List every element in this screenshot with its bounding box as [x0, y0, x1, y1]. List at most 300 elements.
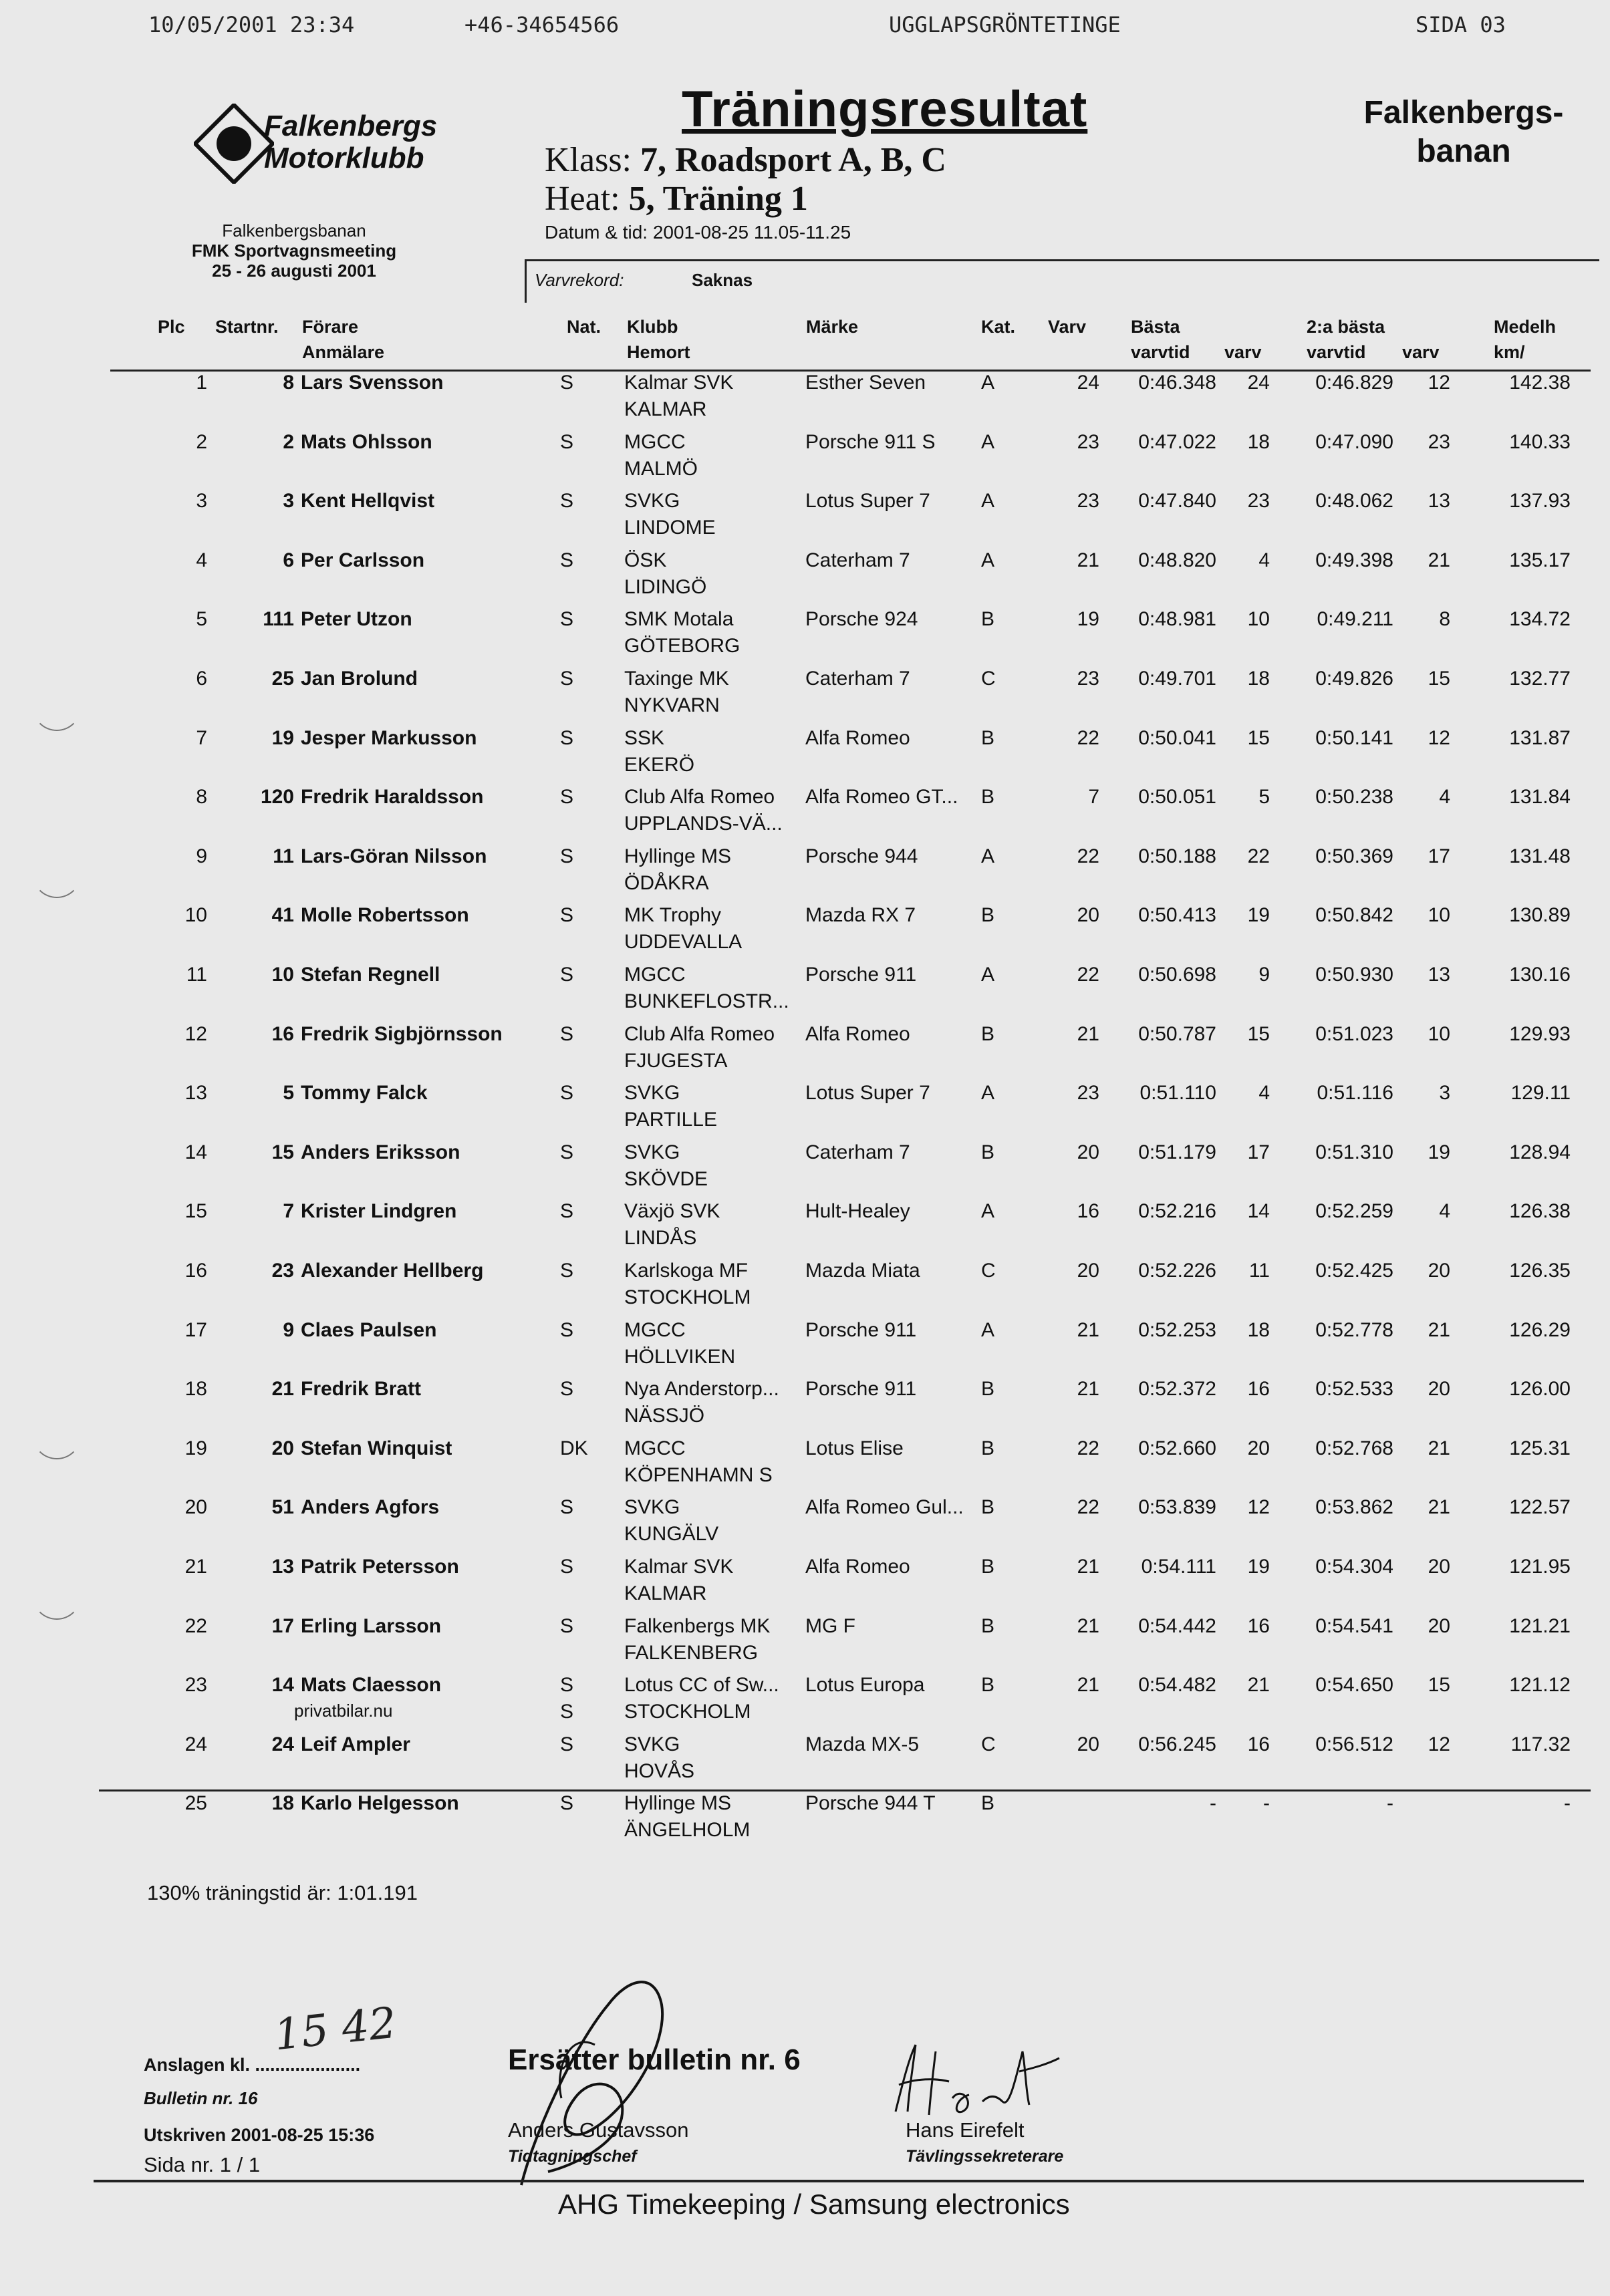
- cell-second: 0:54.541: [1315, 1614, 1393, 1637]
- cell-nat: S: [560, 1200, 574, 1223]
- cell-bl: 18: [1247, 1318, 1270, 1341]
- cell-town: NYKVARN: [624, 694, 720, 716]
- cell-nr: 8: [283, 372, 294, 394]
- cell-bl: 23: [1247, 490, 1270, 513]
- cell-bl: 5: [1258, 786, 1270, 809]
- cell-plc: 2: [196, 430, 207, 453]
- hdr-klubb: Klubb: [627, 317, 678, 337]
- cell-laps: 23: [1077, 490, 1099, 513]
- cell-laps: 21: [1077, 1614, 1099, 1637]
- cell-avg: 122.57: [1509, 1496, 1571, 1519]
- cell-town: FALKENBERG: [624, 1641, 759, 1664]
- cell-nr: 51: [271, 1496, 294, 1519]
- cell-club: MK Trophy: [624, 904, 722, 927]
- footer-rule: [94, 2180, 1584, 2182]
- hdr-startnr: Startnr.: [215, 317, 279, 337]
- cell-sl: 10: [1428, 1022, 1450, 1045]
- cell-avg: 131.84: [1509, 786, 1571, 809]
- fax-page: SIDA 03: [1416, 12, 1506, 37]
- cell-make: Esther Seven: [805, 372, 926, 394]
- cell-sl: 21: [1428, 1318, 1450, 1341]
- cell-laps: 21: [1077, 1378, 1099, 1401]
- cell-bl: 18: [1247, 668, 1270, 690]
- cell-laps: 20: [1077, 1733, 1099, 1755]
- heat-label: Heat:: [545, 180, 620, 218]
- cell-club: Hyllinge MS: [624, 845, 732, 867]
- cell-town: BUNKEFLOSTR...: [624, 990, 789, 1012]
- cell-bl: -: [1263, 1792, 1270, 1815]
- cell-kat: A: [981, 964, 995, 986]
- cell-second: 0:54.304: [1315, 1556, 1393, 1578]
- hdr-kat: Kat.: [981, 317, 1016, 337]
- track-title-line1: Falkenbergs-: [1363, 95, 1564, 130]
- cell-bl: 19: [1247, 1556, 1270, 1578]
- posted-time-handwritten: 15 42: [271, 1998, 399, 2061]
- cell-kat: A: [981, 372, 995, 394]
- cell-bl: 16: [1247, 1378, 1270, 1401]
- cell-sl: 17: [1428, 845, 1450, 867]
- cell-nr: 16: [271, 1022, 294, 1045]
- cell-best: 0:50.188: [1138, 845, 1216, 867]
- cell-best: 0:52.660: [1138, 1437, 1216, 1459]
- class-line: [545, 140, 946, 180]
- cell-laps: 20: [1077, 904, 1099, 927]
- venue-name: Falkenbergsbanan: [222, 221, 366, 241]
- cell-nr: 6: [283, 549, 294, 571]
- cell-second: 0:48.062: [1315, 490, 1393, 513]
- cell-avg: 137.93: [1509, 490, 1571, 513]
- cell-plc: 24: [184, 1733, 207, 1755]
- fax-datetime: 10/05/2001 23:34: [148, 12, 355, 37]
- footer-brand: AHG Timekeeping / Samsung electronics: [558, 2188, 1070, 2220]
- cell-laps: 19: [1077, 608, 1099, 631]
- cell-bl: 4: [1258, 549, 1270, 571]
- cell-sl: 23: [1428, 430, 1450, 453]
- cell-name: Mats Ohlsson: [301, 430, 432, 453]
- cell-nr: 20: [271, 1437, 294, 1459]
- cell-club: Karlskoga MF: [624, 1260, 749, 1282]
- cell-name: Patrik Petersson: [301, 1556, 459, 1578]
- cell-avg: 132.77: [1509, 668, 1571, 690]
- cell-sl: 13: [1428, 490, 1450, 513]
- cell-avg: 128.94: [1509, 1141, 1571, 1163]
- cell-town: GÖTEBORG: [624, 635, 741, 658]
- cell-plc: 25: [184, 1792, 207, 1815]
- cell-laps: 21: [1077, 1318, 1099, 1341]
- cell-plc: 21: [184, 1556, 207, 1578]
- cell-second: 0:52.533: [1315, 1378, 1393, 1401]
- fax-phone: +46-34654566: [464, 12, 620, 37]
- cell-nr: 3: [283, 490, 294, 513]
- cell-plc: 12: [184, 1022, 207, 1045]
- cell-town: LIDINGÖ: [624, 575, 707, 598]
- cell-plc: 7: [196, 726, 207, 749]
- cell-name: Fredrik Haraldsson: [301, 786, 484, 809]
- hdr-kmh: km/: [1494, 342, 1525, 362]
- cell-second: 0:49.398: [1315, 549, 1393, 571]
- cell-club: Lotus CC of Sw...: [624, 1674, 779, 1697]
- fax-sender: UGGLAPSGRÖNTETINGE: [889, 12, 1121, 37]
- cell-nat: S: [560, 1318, 574, 1341]
- cell-best: 0:47.840: [1138, 490, 1216, 513]
- cell-nr: 2: [283, 430, 294, 453]
- cell-kat: B: [981, 1792, 995, 1815]
- cell-bl: 9: [1258, 964, 1270, 986]
- cell-best: 0:50.787: [1138, 1022, 1216, 1045]
- cell-best: 0:52.226: [1138, 1260, 1216, 1282]
- cell-club: ÖSK: [624, 549, 667, 571]
- cell-bl: 22: [1247, 845, 1270, 867]
- cell-nr: 15: [271, 1141, 294, 1163]
- cell-make: Porsche 911 S: [805, 430, 936, 453]
- cell-sl: 10: [1428, 904, 1450, 927]
- cell-bl: 10: [1247, 608, 1270, 631]
- cell-town: KALMAR: [624, 1582, 707, 1604]
- cell-sl: 3: [1439, 1082, 1450, 1105]
- cell-sl: 15: [1428, 668, 1450, 690]
- cell-make: Lotus Elise: [805, 1437, 904, 1459]
- cell-avg: 126.38: [1509, 1200, 1571, 1223]
- cell-name: Jan Brolund: [301, 668, 418, 690]
- cell-town: KALMAR: [624, 398, 707, 420]
- cell-laps: 21: [1077, 1556, 1099, 1578]
- cell-second: 0:50.238: [1315, 786, 1393, 809]
- cell-nat: S: [560, 1556, 574, 1578]
- cell-laps: 22: [1077, 1496, 1099, 1519]
- cell-make: Hult-Healey: [805, 1200, 910, 1223]
- cell-second: 0:46.829: [1315, 372, 1393, 394]
- cell-avg: 140.33: [1509, 430, 1571, 453]
- cell-nat: S: [560, 549, 574, 571]
- cell-name: Karlo Helgesson: [301, 1792, 459, 1815]
- cell-best: -: [1210, 1792, 1216, 1815]
- cell-kat: C: [981, 1260, 996, 1282]
- cell-plc: 4: [196, 549, 207, 571]
- cell-sl: 20: [1428, 1260, 1450, 1282]
- cell-avg: -: [1564, 1792, 1571, 1815]
- cell-plc: 3: [196, 490, 207, 513]
- cell-name: Alexander Hellberg: [301, 1260, 484, 1282]
- cell-kat: B: [981, 786, 995, 809]
- cell-sl: 13: [1428, 964, 1450, 986]
- bulletin-number: Bulletin nr. 16: [144, 2088, 258, 2108]
- cell-second: -: [1387, 1792, 1393, 1815]
- cell-kat: A: [981, 1082, 995, 1105]
- cell-second: 0:50.842: [1315, 904, 1393, 927]
- cell-nat2: S: [560, 1701, 574, 1723]
- cell-nr: 19: [271, 726, 294, 749]
- cell-laps: 23: [1077, 1082, 1099, 1105]
- cell-club: MGCC: [624, 1437, 686, 1459]
- cell-nat: S: [560, 1614, 574, 1637]
- cell-make: Lotus Super 7: [805, 490, 930, 513]
- cell-name: Anders Eriksson: [301, 1141, 460, 1163]
- cell-name: Molle Robertsson: [301, 904, 469, 927]
- cell-second: 0:47.090: [1315, 430, 1393, 453]
- hdr-basta2: 2:a bästa: [1307, 317, 1385, 337]
- cell-bl: 17: [1247, 1141, 1270, 1163]
- table-bottom-rule: [99, 1789, 1591, 1791]
- cell-nat: S: [560, 904, 574, 927]
- cell-make: Caterham 7: [805, 668, 910, 690]
- hdr-anmalare: Anmälare: [302, 342, 385, 362]
- cell-club: Taxinge MK: [624, 668, 729, 690]
- cell-avg: 135.17: [1509, 549, 1571, 571]
- training-note: 130% träningstid är: 1:01.191: [147, 1881, 418, 1904]
- cell-name: Tommy Falck: [301, 1082, 428, 1105]
- punch-hole: [32, 849, 82, 898]
- cell-bl: 19: [1247, 904, 1270, 927]
- cell-second: 0:50.369: [1315, 845, 1393, 867]
- punch-hole: [32, 1570, 82, 1620]
- cell-laps: 21: [1077, 1674, 1099, 1697]
- hdr-hemort: Hemort: [627, 342, 690, 362]
- date-time: Datum & tid: 2001-08-25 11.05-11.25: [545, 222, 851, 243]
- cell-club: Club Alfa Romeo: [624, 786, 775, 809]
- cell-kat: A: [981, 845, 995, 867]
- cell-make: Alfa Romeo: [805, 726, 910, 749]
- posted-label: Anslagen kl. .....................: [144, 2055, 361, 2075]
- signature-hans: [889, 2038, 1069, 2125]
- cell-best: 0:50.413: [1138, 904, 1216, 927]
- cell-nat: S: [560, 490, 574, 513]
- heat-value: 5, Träning 1: [628, 180, 808, 218]
- cell-nr: 5: [283, 1082, 294, 1105]
- cell-nr: 11: [273, 845, 294, 867]
- cell-plc: 23: [184, 1674, 207, 1697]
- cell-sl: 20: [1428, 1556, 1450, 1578]
- cell-laps: 20: [1077, 1141, 1099, 1163]
- cell-best: 0:54.482: [1138, 1674, 1216, 1697]
- cell-laps: 22: [1077, 845, 1099, 867]
- cell-town: LINDÅS: [624, 1227, 697, 1250]
- cell-best: 0:49.701: [1138, 668, 1216, 690]
- cell-kat: C: [981, 668, 996, 690]
- cell-club: Nya Anderstorp...: [624, 1378, 779, 1401]
- cell-second: 0:54.650: [1315, 1674, 1393, 1697]
- cell-laps: 21: [1077, 549, 1099, 571]
- cell-plc: 10: [184, 904, 207, 927]
- hdr-varvtid1: varvtid: [1131, 342, 1190, 362]
- cell-nat: S: [560, 1022, 574, 1045]
- hdr-nat: Nat.: [567, 317, 601, 337]
- cell-sl: 19: [1428, 1141, 1450, 1163]
- cell-nat: DK: [560, 1437, 588, 1459]
- cell-avg: 121.95: [1509, 1556, 1571, 1578]
- cell-name: Stefan Regnell: [301, 964, 440, 986]
- cell-plc: 22: [184, 1614, 207, 1637]
- cell-avg: 126.00: [1509, 1378, 1571, 1401]
- cell-club: Kalmar SVK: [624, 372, 734, 394]
- cell-best: 0:51.110: [1139, 1082, 1216, 1105]
- signatory2-title: Tävlingssekreterare: [906, 2147, 1064, 2166]
- cell-nr: 7: [283, 1200, 294, 1223]
- cell-name: Lars Svensson: [301, 372, 444, 394]
- cell-best: 0:48.820: [1138, 549, 1216, 571]
- cell-laps: 22: [1077, 964, 1099, 986]
- cell-best: 0:52.372: [1138, 1378, 1216, 1401]
- cell-plc: 11: [186, 964, 207, 986]
- cell-bl: 20: [1247, 1437, 1270, 1459]
- cell-nr: 17: [271, 1614, 294, 1637]
- cell-sl: 8: [1439, 608, 1450, 631]
- club-logo-icon: [194, 104, 274, 184]
- cell-plc: 13: [184, 1082, 207, 1105]
- cell-kat: B: [981, 1141, 995, 1163]
- cell-sl: 12: [1428, 726, 1450, 749]
- signature-anders: [495, 1965, 715, 2205]
- cell-avg: 129.93: [1509, 1022, 1571, 1045]
- cell-kat: B: [981, 1556, 995, 1578]
- cell-second: 0:52.259: [1315, 1200, 1393, 1223]
- cell-town: UDDEVALLA: [624, 931, 743, 954]
- cell-best: 0:52.253: [1138, 1318, 1216, 1341]
- cell-nat: S: [560, 845, 574, 867]
- signatory1-name: Anders Gustavsson: [508, 2118, 689, 2142]
- cell-make: Mazda Miata: [805, 1260, 920, 1282]
- cell-kat: A: [981, 1200, 995, 1223]
- heat-line: [545, 179, 808, 219]
- cell-town: FJUGESTA: [624, 1049, 728, 1072]
- cell-bl: 4: [1258, 1082, 1270, 1105]
- hdr-marke: Märke: [806, 317, 859, 337]
- cell-avg: 142.38: [1509, 372, 1571, 394]
- cell-nr: 18: [271, 1792, 294, 1815]
- cell-bl: 11: [1248, 1260, 1270, 1282]
- cell-make: Porsche 924: [805, 608, 918, 631]
- cell-nat: S: [560, 786, 574, 809]
- cell-club: SMK Motala: [624, 608, 734, 631]
- cell-club: SSK: [624, 726, 665, 749]
- cell-second: 0:51.310: [1315, 1141, 1393, 1163]
- cell-town: ÄNGELHOLM: [624, 1819, 751, 1842]
- cell-second: 0:56.512: [1315, 1733, 1393, 1755]
- cell-nr: 13: [271, 1556, 294, 1578]
- cell-plc: 19: [184, 1437, 207, 1459]
- cell-second: 0:49.826: [1315, 668, 1393, 690]
- cell-nat: S: [560, 1141, 574, 1163]
- cell-laps: 16: [1077, 1200, 1099, 1223]
- cell-plc: 14: [184, 1141, 207, 1163]
- hdr-forare: Förare: [302, 317, 359, 337]
- cell-club: SVKG: [624, 1496, 680, 1519]
- cell-avg: 121.12: [1509, 1674, 1571, 1697]
- page-title: Träningsresultat: [682, 81, 1088, 138]
- cell-sl: 21: [1428, 1496, 1450, 1519]
- cell-nat: S: [560, 1674, 574, 1697]
- cell-laps: 22: [1077, 726, 1099, 749]
- cell-make: Porsche 911: [805, 964, 917, 986]
- cell-sl: 4: [1439, 786, 1450, 809]
- hdr-varv1: varv: [1224, 342, 1262, 362]
- cell-laps: 7: [1088, 786, 1099, 809]
- cell-town: KÖPENHAMN S: [624, 1463, 773, 1486]
- cell-laps: 20: [1077, 1260, 1099, 1282]
- event-info: [167, 221, 421, 281]
- cell-nat: S: [560, 1792, 574, 1815]
- track-title: [1330, 94, 1597, 171]
- cell-club: Kalmar SVK: [624, 1556, 734, 1578]
- cell-nat: S: [560, 1496, 574, 1519]
- lap-record-value: Saknas: [692, 270, 753, 290]
- cell-make: Alfa Romeo Gul...: [805, 1496, 964, 1519]
- cell-laps: 23: [1077, 430, 1099, 453]
- cell-best: 0:50.698: [1138, 964, 1216, 986]
- cell-nat: S: [560, 668, 574, 690]
- cell-nat: S: [560, 1082, 574, 1105]
- cell-plc: 17: [184, 1318, 207, 1341]
- signatory2-name: Hans Eirefelt: [906, 2118, 1025, 2142]
- hdr-varv: Varv: [1048, 317, 1087, 337]
- cell-plc: 20: [184, 1496, 207, 1519]
- cell-sl: 21: [1428, 549, 1450, 571]
- cell-make: Alfa Romeo: [805, 1556, 910, 1578]
- lap-record-box: [525, 259, 1599, 303]
- cell-name: Mats Claesson: [301, 1674, 442, 1697]
- cell-kat: B: [981, 1378, 995, 1401]
- cell-plc: 16: [184, 1260, 207, 1282]
- cell-nat: S: [560, 964, 574, 986]
- cell-name: Leif Ampler: [301, 1733, 410, 1755]
- cell-make: Lotus Super 7: [805, 1082, 930, 1105]
- cell-nat: S: [560, 372, 574, 394]
- cell-sl: 12: [1428, 1733, 1450, 1755]
- cell-nr: 41: [271, 904, 294, 927]
- cell-nr: 23: [271, 1260, 294, 1282]
- cell-club: MGCC: [624, 430, 686, 453]
- cell-town: KUNGÄLV: [624, 1523, 719, 1546]
- cell-town: MALMÖ: [624, 457, 698, 480]
- cell-town: UPPLANDS-VÄ...: [624, 813, 783, 835]
- cell-avg: 130.89: [1509, 904, 1571, 927]
- cell-kat: A: [981, 430, 995, 453]
- cell-plc: 9: [196, 845, 207, 867]
- cell-avg: 134.72: [1509, 608, 1571, 631]
- cell-plc: 18: [184, 1378, 207, 1401]
- page-number: Sida nr. 1 / 1: [144, 2153, 261, 2176]
- cell-best: 0:56.245: [1138, 1733, 1216, 1755]
- cell-plc: 5: [196, 608, 207, 631]
- club-logo-line2: Motorklubb: [264, 142, 424, 174]
- cell-second: 0:52.425: [1315, 1260, 1393, 1282]
- cell-second: 0:51.116: [1317, 1082, 1393, 1105]
- cell-second: 0:52.778: [1315, 1318, 1393, 1341]
- cell-avg: 129.11: [1510, 1082, 1571, 1105]
- cell-avg: 131.48: [1509, 845, 1571, 867]
- cell-nr: 10: [271, 964, 294, 986]
- cell-nat: S: [560, 726, 574, 749]
- cell-kat: C: [981, 1733, 996, 1755]
- cell-best: 0:46.348: [1138, 372, 1216, 394]
- cell-avg: 125.31: [1509, 1437, 1571, 1459]
- replaces-bulletin: Ersätter bulletin nr. 6: [508, 2043, 801, 2076]
- cell-nr: 14: [271, 1674, 294, 1697]
- cell-avg: 126.29: [1509, 1318, 1571, 1341]
- cell-kat: B: [981, 1674, 995, 1697]
- cell-club: SVKG: [624, 1733, 680, 1755]
- cell-club: SVKG: [624, 1082, 680, 1105]
- cell-make: Porsche 911: [805, 1378, 917, 1401]
- cell-sl: 20: [1428, 1378, 1450, 1401]
- cell-laps: 21: [1077, 1022, 1099, 1045]
- class-value: 7, Roadsport A, B, C: [640, 141, 946, 179]
- cell-club: Växjö SVK: [624, 1200, 720, 1223]
- cell-best: 0:50.041: [1138, 726, 1216, 749]
- punch-hole: [32, 682, 82, 731]
- cell-make: Porsche 944 T: [805, 1792, 936, 1815]
- cell-club: Falkenbergs MK: [624, 1614, 771, 1637]
- cell-second: 0:52.768: [1315, 1437, 1393, 1459]
